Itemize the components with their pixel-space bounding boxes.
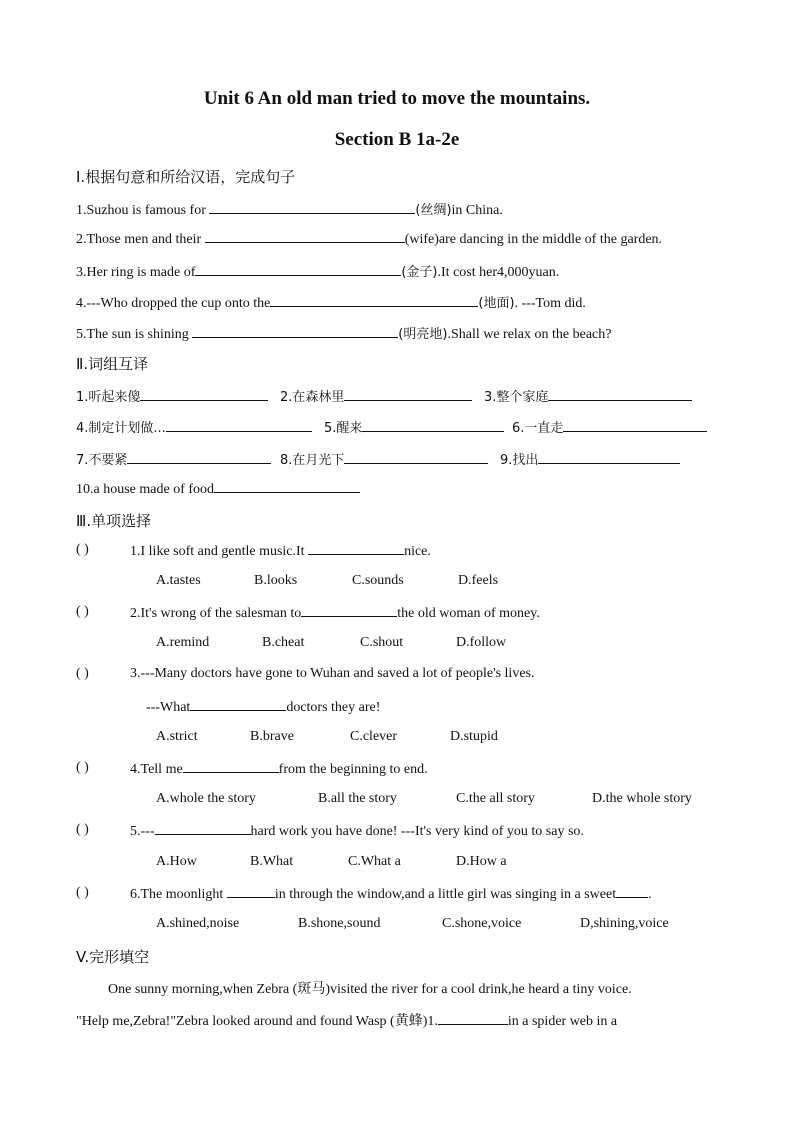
answer-paren[interactable]: ( ) [76,542,89,557]
part1-item-2: 2.Those men and their (wife)are dancing in the middle of the garden. [76,232,663,247]
answer-blank [227,885,275,898]
answer-blank [616,885,648,898]
answer-paren[interactable]: ( ) [76,885,89,900]
phrase-item-8: 8.在月光下 [280,449,488,469]
answer-blank[interactable] [166,419,312,432]
answer-blank[interactable] [214,480,360,493]
phrase-item-2: 2.在森林里 [280,386,472,406]
q2-option-b[interactable]: B.cheat [262,635,305,650]
q3-option-d[interactable]: D.stupid [450,729,498,744]
part3-heading: Ⅲ.单项选择 [76,512,152,530]
answer-paren[interactable]: ( ) [76,666,89,681]
answer-paren[interactable]: ( ) [76,822,89,837]
phrase-item-7: 7.不要紧 [76,449,271,469]
q1-option-c[interactable]: C.sounds [352,573,404,588]
phrase-item-1: 1.听起来傻 [76,386,268,406]
answer-blank[interactable] [344,388,472,401]
answer-blank[interactable] [563,419,707,432]
q1-option-b[interactable]: B.looks [254,573,298,588]
answer-paren[interactable]: ( ) [76,604,89,619]
answer-blank[interactable] [344,451,488,464]
q4-option-a[interactable]: A.whole the story [156,791,256,806]
answer-blank[interactable] [538,451,680,464]
part1-item-5: 5.The sun is shining (明亮地).Shall we relax on the beach? [76,327,612,342]
phrase-item-6: 6.一直走 [512,417,707,437]
question-5: 5.--- hard work you have done! ---It's very kind of you to say so. [130,824,584,839]
page-subtitle: Section B 1a-2e [334,129,460,150]
q6-option-d[interactable]: D,shining,voice [580,916,669,931]
answer-blank[interactable] [548,388,692,401]
q3-option-b[interactable]: B.brave [250,729,294,744]
q5-option-d[interactable]: D.How a [456,854,507,869]
q6-option-c[interactable]: C.shone,voice [442,916,522,931]
answer-blank [308,542,404,555]
answer-blank[interactable] [192,325,398,338]
answer-blank[interactable] [438,1012,508,1025]
cloze-line-1: One sunny morning,when Zebra (斑马)visited the river for a cool drink,he heard a tiny voice. [108,982,632,997]
answer-blank[interactable] [140,388,268,401]
q1-option-a[interactable]: A.tastes [156,573,201,588]
part1-heading: I.根据句意和所给汉语，完成句子 [76,168,296,186]
answer-blank [190,698,286,711]
q1-option-d[interactable]: D.feels [458,573,499,588]
q4-option-c[interactable]: C.the all story [456,791,535,806]
part5-heading: V.完形填空 [76,948,150,966]
answer-blank [301,604,397,617]
phrase-item-3: 3.整个家庭 [484,386,692,406]
part1-item-3: 3.Her ring is made of (金子).It cost her4,000yuan. [76,265,560,280]
answer-blank[interactable] [127,451,271,464]
answer-blank[interactable] [209,201,415,214]
q2-option-a[interactable]: A.remind [156,635,210,650]
answer-blank[interactable] [195,263,401,276]
q2-option-c[interactable]: C.shout [360,635,404,650]
question-3-reply: ---What doctors they are! [146,700,381,715]
question-1: 1.I like soft and gentle music.It nice. [130,544,431,559]
q5-option-b[interactable]: B.What [250,854,294,869]
cloze-line-2: "Help me,Zebra!"Zebra looked around and found Wasp (黄蜂)1. in a spider web in a [76,1014,618,1029]
phrase-item-10: 10.a house made of food [76,480,360,498]
question-3: 3.---Many doctors have gone to Wuhan and saved a lot of people's lives. [130,666,535,681]
q4-option-d[interactable]: D.the whole story [592,791,692,806]
q4-option-b[interactable]: B.all the story [318,791,397,806]
q6-option-b[interactable]: B.shone,sound [298,916,381,931]
page-title: Unit 6 An old man tried to move the mountains. [203,88,591,109]
answer-blank[interactable] [362,419,504,432]
q3-option-c[interactable]: C.clever [350,729,398,744]
question-2: 2.It's wrong of the salesman to the old woman of money. [130,606,540,621]
answer-blank[interactable] [205,230,405,243]
q3-option-a[interactable]: A.strict [156,729,198,744]
phrase-item-9: 9.找出 [500,449,680,469]
q2-option-d[interactable]: D.follow [456,635,507,650]
answer-blank [155,822,251,835]
answer-paren[interactable]: ( ) [76,760,89,775]
answer-blank[interactable] [270,294,478,307]
part1-item-1: 1.Suzhou is famous for (丝绸)in China. [76,203,503,218]
part2-heading: Ⅱ.词组互译 [76,355,149,373]
q6-option-a[interactable]: A.shined,noise [156,916,240,931]
answer-blank [183,760,279,773]
phrase-item-4: 4.制定计划做... [76,417,312,437]
phrase-item-5: 5.醒来 [324,417,504,437]
question-6: 6.The moonlight in through the window,and a little girl was singing in a sweet . [130,887,652,902]
q5-option-c[interactable]: C.What a [348,854,401,869]
q5-option-a[interactable]: A.How [156,854,197,869]
question-4: 4.Tell me from the beginning to end. [130,762,428,777]
part1-item-4: 4.---Who dropped the cup onto the (地面). ---Tom did. [76,296,586,311]
